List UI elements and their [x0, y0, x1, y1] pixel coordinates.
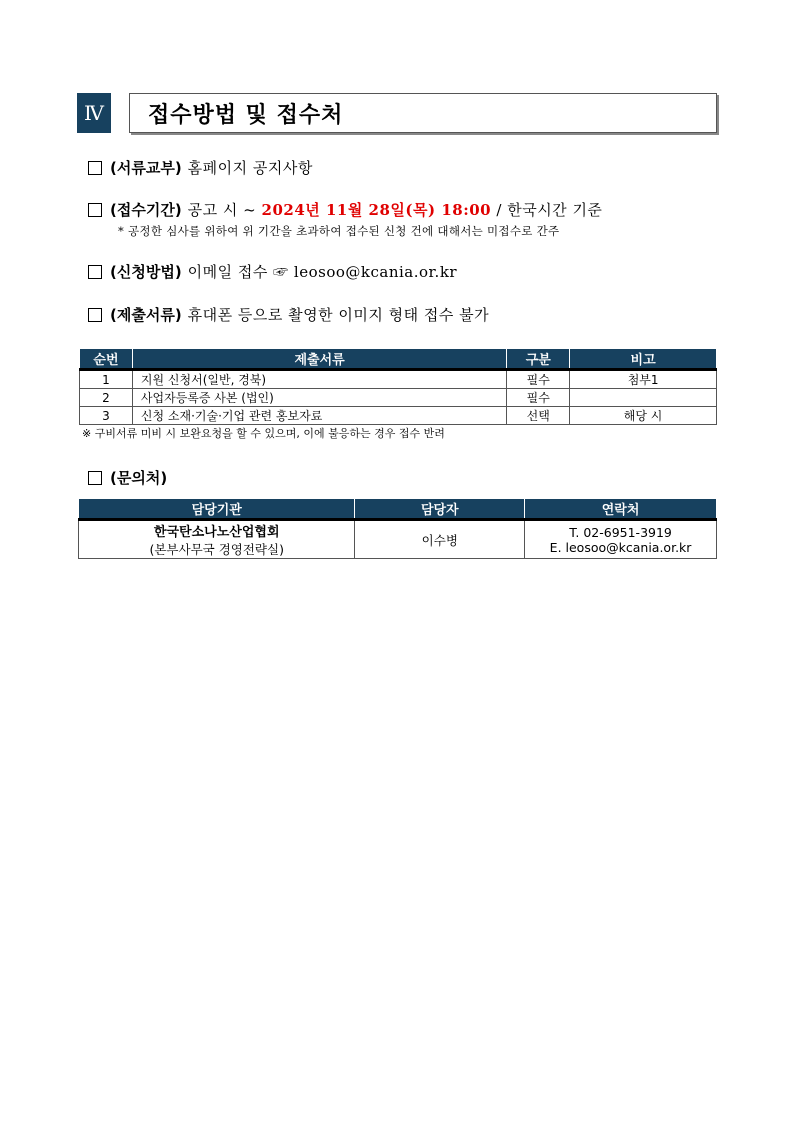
header-cell: 순번: [80, 349, 133, 370]
header-cell: 담당자: [355, 499, 525, 520]
table-cell: 3: [80, 407, 133, 425]
table-cell: 필수: [507, 389, 570, 407]
table-row: [80, 407, 717, 425]
contact-phone: T. 02-6951-3919: [569, 524, 672, 540]
table-cell: 첨부1: [570, 370, 717, 389]
person-cell: 이수병: [355, 520, 525, 559]
required-docs-table: [79, 348, 717, 425]
contact-info-cell: [525, 520, 717, 559]
item-text: 홈페이지 공지사항: [187, 159, 313, 177]
table-cell: 해당 시: [570, 407, 717, 425]
section-title-box: [129, 93, 717, 133]
contact-table: [78, 498, 717, 559]
table-row: [79, 520, 717, 559]
table-cell: 지원 신청서(일반, 경북): [132, 370, 506, 389]
item-required-docs: [88, 304, 489, 325]
header-cell: 구분: [507, 349, 570, 370]
table-cell: 신청 소재·기술·기업 관련 홍보자료: [132, 407, 506, 425]
item-text: 이메일 접수 ☞ leosoo@kcania.or.kr: [187, 263, 458, 281]
table-cell: [570, 389, 717, 407]
period-prefix: 공고 시 ~: [187, 201, 262, 219]
table-cell: 사업자등록증 사본 (법인): [132, 389, 506, 407]
item-label: (서류교부): [110, 159, 182, 177]
item-label: (문의처): [110, 469, 168, 487]
table-cell: 1: [80, 370, 133, 389]
item-label: (제출서류): [110, 306, 182, 324]
item-text: 휴대폰 등으로 촬영한 이미지 형태 접수 불가: [187, 306, 490, 324]
table-row: [80, 389, 717, 407]
table-row: [80, 370, 717, 389]
org-dept: (본부사무국 경영전략실): [149, 542, 284, 557]
header-cell: 연락처: [525, 499, 717, 520]
period-note: * 공정한 심사를 위하여 위 기간을 초과하여 접수된 신청 건에 대해서는 미접수로 간주: [118, 224, 560, 238]
item-document-issue: [88, 157, 313, 178]
section-numeral: Ⅳ: [77, 93, 111, 133]
item-submission-period: [88, 199, 602, 220]
item-application-method: [88, 261, 457, 282]
period-suffix: / 한국시간 기준: [491, 201, 603, 219]
contact-email[interactable]: E. leosoo@kcania.or.kr: [549, 539, 692, 555]
table-cell: 선택: [507, 407, 570, 425]
table-header-row: [79, 499, 717, 520]
checkbox-square-icon: [88, 471, 102, 485]
checkbox-square-icon: [88, 265, 102, 279]
header-cell: 비고: [570, 349, 717, 370]
item-contact: [88, 467, 173, 488]
checkbox-square-icon: [88, 308, 102, 322]
item-label: (접수기간): [110, 201, 182, 219]
table-cell: 필수: [507, 370, 570, 389]
checkbox-square-icon: [88, 161, 102, 175]
org-name: 한국탄소나노산업협회: [153, 525, 280, 540]
docs-footnote: ※ 구비서류 미비 시 보완요청을 할 수 있으며, 이에 불응하는 경우 접수 반려: [82, 427, 445, 440]
section-title: 접수방법 및 접수처: [148, 102, 344, 128]
header-cell: 제출서류: [132, 349, 506, 370]
org-cell: [79, 520, 355, 559]
table-cell: 2: [80, 389, 133, 407]
period-deadline: 2024년 11월 28일(목) 18:00: [261, 201, 492, 219]
checkbox-square-icon: [88, 203, 102, 217]
header-cell: 담당기관: [79, 499, 355, 520]
section-header: [77, 93, 717, 133]
item-label: (신청방법): [110, 263, 182, 281]
table-header-row: [80, 349, 717, 370]
